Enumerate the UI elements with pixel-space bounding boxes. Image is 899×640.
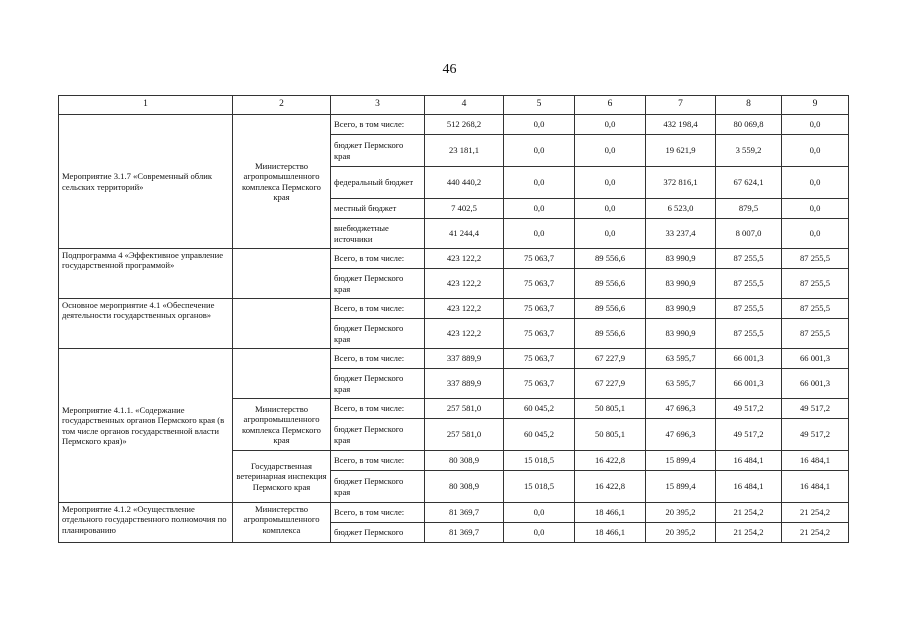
table-row [59, 115, 849, 135]
value-cell: 89 556,6 [575, 319, 646, 349]
value-cell: 0,0 [782, 219, 849, 249]
value-cell: 16 422,8 [575, 451, 646, 471]
value-cell: 423 122,2 [425, 319, 504, 349]
value-cell: 80 308,9 [425, 471, 504, 503]
value-cell: 0,0 [504, 219, 575, 249]
value-cell: 49 517,2 [782, 399, 849, 419]
source-label: бюджет Пермского края [331, 135, 425, 167]
value-cell: 87 255,5 [716, 299, 782, 319]
executor-name [233, 299, 331, 349]
value-cell: 0,0 [504, 135, 575, 167]
value-cell: 423 122,2 [425, 269, 504, 299]
value-cell: 0,0 [575, 219, 646, 249]
header-cell: 3 [331, 96, 425, 115]
page-number: 46 [442, 62, 457, 77]
value-cell: 60 045,2 [504, 419, 575, 451]
source-label: Всего, в том числе: [331, 399, 425, 419]
value-cell: 67 624,1 [716, 167, 782, 199]
value-cell: 3 559,2 [716, 135, 782, 167]
value-cell: 75 063,7 [504, 319, 575, 349]
value-cell: 440 440,2 [425, 167, 504, 199]
value-cell: 87 255,5 [716, 319, 782, 349]
value-cell: 432 198,4 [646, 115, 716, 135]
value-cell: 75 063,7 [504, 349, 575, 369]
value-cell: 87 255,5 [782, 269, 849, 299]
value-cell: 49 517,2 [716, 399, 782, 419]
value-cell: 0,0 [575, 167, 646, 199]
value-cell: 66 001,3 [716, 349, 782, 369]
value-cell: 75 063,7 [504, 299, 575, 319]
table-row [59, 349, 849, 369]
source-label: бюджет Пермского края [331, 319, 425, 349]
source-label: Всего, в том числе: [331, 299, 425, 319]
source-label: Всего, в том числе: [331, 249, 425, 269]
value-cell: 0,0 [504, 503, 575, 523]
value-cell: 0,0 [782, 115, 849, 135]
executor-name: Государственная ветеринарная инспекция Пермского края [233, 451, 331, 503]
value-cell: 0,0 [782, 199, 849, 219]
value-cell: 15 899,4 [646, 451, 716, 471]
value-cell: 23 181,1 [425, 135, 504, 167]
value-cell: 15 018,5 [504, 451, 575, 471]
value-cell: 879,5 [716, 199, 782, 219]
value-cell: 75 063,7 [504, 369, 575, 399]
executor-name [233, 249, 331, 299]
header-cell: 9 [782, 96, 849, 115]
source-label: бюджет Пермского края [331, 369, 425, 399]
value-cell: 18 466,1 [575, 503, 646, 523]
value-cell: 41 244,4 [425, 219, 504, 249]
value-cell: 0,0 [782, 167, 849, 199]
source-label: Всего, в том числе: [331, 349, 425, 369]
header-cell: 2 [233, 96, 331, 115]
budget-table [58, 95, 849, 543]
source-label: Всего, в том числе: [331, 451, 425, 471]
value-cell: 66 001,3 [782, 369, 849, 399]
activity-name: Мероприятие 3.1.7 «Современный облик сельских территорий» [59, 115, 233, 249]
value-cell: 63 595,7 [646, 349, 716, 369]
header-row [59, 96, 849, 115]
value-cell: 372 816,1 [646, 167, 716, 199]
activity-name: Основное мероприятие 4.1 «Обеспечение деятельности государственных органов» [59, 299, 233, 349]
value-cell: 0,0 [504, 167, 575, 199]
value-cell: 0,0 [575, 115, 646, 135]
header-cell: 4 [425, 96, 504, 115]
value-cell: 50 805,1 [575, 419, 646, 451]
header-cell: 6 [575, 96, 646, 115]
value-cell: 337 889,9 [425, 349, 504, 369]
value-cell: 20 395,2 [646, 503, 716, 523]
value-cell: 87 255,5 [716, 249, 782, 269]
value-cell: 47 696,3 [646, 399, 716, 419]
value-cell: 337 889,9 [425, 369, 504, 399]
executor-name: Министерство агропромышленного комплекса Пермского края [233, 399, 331, 451]
value-cell: 87 255,5 [782, 249, 849, 269]
value-cell: 81 369,7 [425, 523, 504, 543]
value-cell: 0,0 [575, 199, 646, 219]
value-cell: 21 254,2 [782, 523, 849, 543]
value-cell: 20 395,2 [646, 523, 716, 543]
table-row [59, 503, 849, 523]
value-cell: 83 990,9 [646, 319, 716, 349]
source-label: бюджет Пермского края [331, 471, 425, 503]
value-cell: 47 696,3 [646, 419, 716, 451]
source-label: федеральный бюджет [331, 167, 425, 199]
value-cell: 49 517,2 [716, 419, 782, 451]
value-cell: 18 466,1 [575, 523, 646, 543]
value-cell: 16 484,1 [716, 471, 782, 503]
value-cell: 19 621,9 [646, 135, 716, 167]
value-cell: 0,0 [504, 115, 575, 135]
value-cell: 512 268,2 [425, 115, 504, 135]
source-label: бюджет Пермского края [331, 419, 425, 451]
activity-name: Мероприятие 4.1.1. «Содержание государственных органов Пермского края (в том числе органов государственной власти Пермского края)» [59, 349, 233, 503]
header-cell: 8 [716, 96, 782, 115]
value-cell: 16 484,1 [716, 451, 782, 471]
activity-name: Подпрограмма 4 «Эффективное управление государственной программой» [59, 249, 233, 299]
source-label: Всего, в том числе: [331, 503, 425, 523]
header-cell: 7 [646, 96, 716, 115]
header-cell: 5 [504, 96, 575, 115]
executor-name: Министерство агропромышленного комплекса Пермского края [233, 115, 331, 249]
table-row [59, 249, 849, 269]
executor-name [233, 349, 331, 399]
value-cell: 50 805,1 [575, 399, 646, 419]
value-cell: 21 254,2 [716, 523, 782, 543]
value-cell: 15 018,5 [504, 471, 575, 503]
value-cell: 66 001,3 [716, 369, 782, 399]
value-cell: 7 402,5 [425, 199, 504, 219]
source-label: бюджет Пермского края [331, 269, 425, 299]
value-cell: 75 063,7 [504, 249, 575, 269]
value-cell: 66 001,3 [782, 349, 849, 369]
value-cell: 87 255,5 [782, 299, 849, 319]
value-cell: 75 063,7 [504, 269, 575, 299]
value-cell: 0,0 [504, 523, 575, 543]
activity-name: Мероприятие 4.1.2 «Осуществление отдельного государственного полномочия по планированию [59, 503, 233, 543]
value-cell: 49 517,2 [782, 419, 849, 451]
value-cell: 89 556,6 [575, 269, 646, 299]
value-cell: 83 990,9 [646, 249, 716, 269]
source-label: Всего, в том числе: [331, 115, 425, 135]
value-cell: 89 556,6 [575, 299, 646, 319]
value-cell: 0,0 [782, 135, 849, 167]
table-row [59, 299, 849, 319]
executor-name: Министерство агропромышленного комплекса [233, 503, 331, 543]
source-label: внебюджетные источники [331, 219, 425, 249]
value-cell: 67 227,9 [575, 369, 646, 399]
value-cell: 83 990,9 [646, 299, 716, 319]
value-cell: 81 369,7 [425, 503, 504, 523]
value-cell: 257 581,0 [425, 399, 504, 419]
value-cell: 0,0 [504, 199, 575, 219]
value-cell: 6 523,0 [646, 199, 716, 219]
value-cell: 83 990,9 [646, 269, 716, 299]
value-cell: 60 045,2 [504, 399, 575, 419]
header-cell: 1 [59, 96, 233, 115]
value-cell: 8 007,0 [716, 219, 782, 249]
value-cell: 16 484,1 [782, 451, 849, 471]
value-cell: 87 255,5 [716, 269, 782, 299]
value-cell: 257 581,0 [425, 419, 504, 451]
value-cell: 63 595,7 [646, 369, 716, 399]
value-cell: 16 484,1 [782, 471, 849, 503]
value-cell: 21 254,2 [716, 503, 782, 523]
source-label: бюджет Пермского [331, 523, 425, 543]
value-cell: 89 556,6 [575, 249, 646, 269]
value-cell: 16 422,8 [575, 471, 646, 503]
value-cell: 67 227,9 [575, 349, 646, 369]
value-cell: 80 069,8 [716, 115, 782, 135]
source-label: местный бюджет [331, 199, 425, 219]
value-cell: 0,0 [575, 135, 646, 167]
value-cell: 423 122,2 [425, 299, 504, 319]
value-cell: 33 237,4 [646, 219, 716, 249]
value-cell: 87 255,5 [782, 319, 849, 349]
value-cell: 80 308,9 [425, 451, 504, 471]
value-cell: 15 899,4 [646, 471, 716, 503]
value-cell: 423 122,2 [425, 249, 504, 269]
value-cell: 21 254,2 [782, 503, 849, 523]
